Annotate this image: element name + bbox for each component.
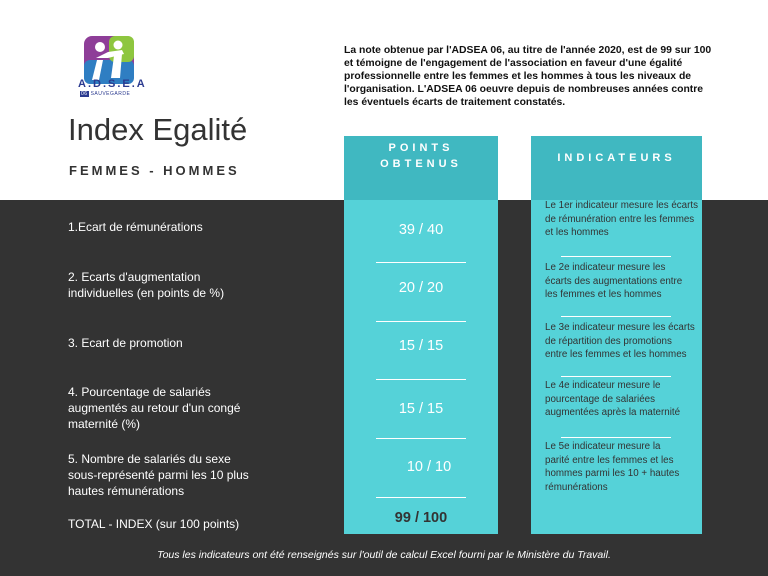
intro-paragraph: La note obtenue par l'ADSEA 06, au titre de l'année 2020, est de 99 sur 100 et témoigne de l'engagement de l'association en faveur d'une égalité professionnelle entre les femmes et les hommes à tous les niveaux de l'organisation. L'ADSEA 06 oeuvre depuis de nombreuses années contre les éventuels écarts de traitement constatés. <box>344 45 712 108</box>
logo-subtitle: 06 SAUVEGARDE <box>81 91 131 97</box>
points-value: 10 / 10 <box>406 459 452 475</box>
indicator-description: Le 1er indicateur mesure les écarts de rémunération entre les femmes et les hommes <box>545 200 699 238</box>
row-label: 5. Nombre de salariés du sexe sous-représenté parmi les 10 plus hautes rémunérations <box>68 452 249 498</box>
row-label: 1.Ecart de rémunérations <box>68 220 203 234</box>
points-separator <box>376 497 466 498</box>
points-separator <box>376 438 466 439</box>
logo-name: A.D.S.E.A <box>78 78 147 90</box>
row-label: 4. Pourcentage de salariés augmentés au retour d'un congé maternité (%) <box>68 385 241 431</box>
indicator-description: Le 3e indicateur mesure les écarts de répartition des promotions entre les femmes et les hommes <box>545 322 695 360</box>
footer-note: Tous les indicateurs ont été renseignés sur l'outil de calcul Excel fourni par le Ministère du Travail. <box>157 549 611 561</box>
indicator-separator <box>561 437 671 438</box>
indicator-separator <box>561 316 671 317</box>
points-column-header <box>344 136 498 200</box>
page-title: Index Egalité <box>68 112 248 147</box>
points-separator <box>376 262 466 263</box>
points-value: 39 / 40 <box>398 222 444 238</box>
points-header-label: POINTS OBTENUS <box>380 142 462 170</box>
points-separator <box>376 321 466 322</box>
indicator-description: Le 5e indicateur mesure la parité entre les femmes et les hommes parmi les 10 + hautes rémunérations <box>545 441 680 493</box>
points-value: 15 / 15 <box>398 338 444 354</box>
row-label: 3. Ecart de promotion <box>68 336 183 350</box>
points-value: 15 / 15 <box>398 401 444 417</box>
total-points-value: 99 / 100 <box>394 510 448 526</box>
indicators-column-header <box>531 136 702 200</box>
indicator-separator <box>561 376 671 377</box>
points-separator <box>376 379 466 380</box>
page-subtitle: FEMMES - HOMMES <box>69 163 240 178</box>
total-label: TOTAL - INDEX (sur 100 points) <box>68 517 240 531</box>
row-label: 2. Ecarts d'augmentation individuelles (en points de %) <box>68 270 225 300</box>
indicator-separator <box>561 256 671 257</box>
indicator-description: Le 2e indicateur mesure les écarts des augmentations entre les femmes et les hommes <box>545 262 683 300</box>
indicator-description: Le 4e indicateur mesure le pourcentage de salariées augmentées après la maternité <box>545 380 681 418</box>
indicators-header-label: INDICATEURS <box>557 152 676 164</box>
points-value: 20 / 20 <box>398 280 444 296</box>
